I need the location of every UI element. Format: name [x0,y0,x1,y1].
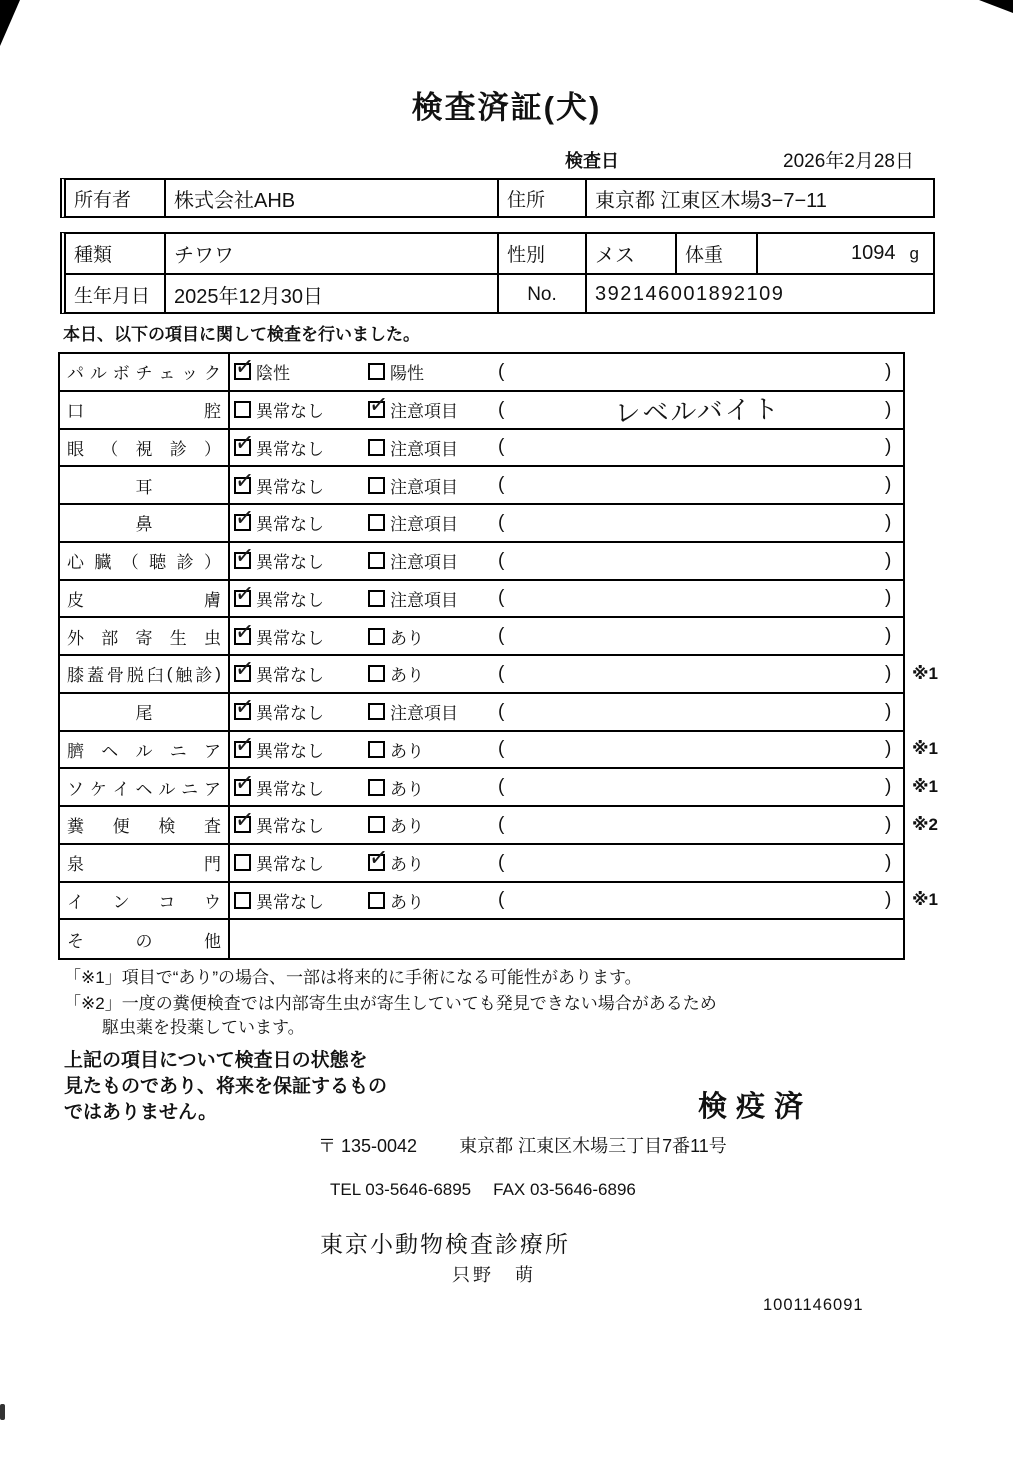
clinic-name: 東京小動物検査診療所 [320,1231,570,1257]
option-label: 注意項目 [390,402,458,422]
paren-open: ( [498,587,505,609]
checkbox-no-abnormality [234,779,251,796]
checkbox-present [368,854,385,871]
option-label: あり [390,779,424,799]
option-label: あり [390,628,424,648]
paren-close: ) [885,360,892,382]
checkbox-no-abnormality [234,590,251,607]
option-label: 異常なし [256,779,324,799]
checkbox-negative [234,363,251,380]
no-value: 392146001892109 [595,283,785,305]
checkbox-no-abnormality [234,854,251,871]
paren-close: ) [885,398,892,420]
paren-close: ) [885,436,892,458]
option-label: 異常なし [256,704,324,724]
paren-open: ( [498,625,505,647]
checklist-row-inguinal-hernia [60,769,938,807]
checklist-row-external-parasites [60,618,903,656]
item-label: 皮 膚 [60,581,230,617]
option-label: 異常なし [256,402,324,422]
checkbox-no-abnormality [234,401,251,418]
paren-close: ) [885,851,892,873]
item-label: 眼 （ 視 診 ） [60,430,230,466]
paren-open: ( [498,360,505,382]
checklist-table [58,352,938,960]
disclaimer-line: 見たものであり、将来を保証するもの [64,1076,388,1097]
handwritten-note [525,538,871,583]
owner-value: 株式会社AHB [166,180,499,216]
weight-value: 1094 [851,242,896,264]
checkbox-present [368,628,385,645]
paren-open: ( [498,474,505,496]
checkbox-caution [368,401,385,418]
address-label: 住所 [499,180,587,216]
address-value: 東京都 江東区木場3−7−11 [595,189,827,212]
option-label: あり [390,892,424,912]
item-label: 泉 門 [60,845,230,881]
checkbox-caution [368,703,385,720]
paren-close: ) [885,474,892,496]
intro-text: 本日、以下の項目に関して検査を行いました。 [63,325,420,344]
item-label: 鼻 [60,505,230,541]
inspection-date-value: 2026年2月28日 [783,151,914,172]
checkbox-caution [368,514,385,531]
option-label: あり [390,855,424,875]
checkbox-present [368,816,385,833]
item-label: 口 腔 [60,392,230,428]
paren-close: ) [885,549,892,571]
serial-number: 1001146091 [763,1296,864,1314]
owner-label: 所有者 [66,180,166,216]
checklist-row-nose [60,505,903,543]
option-label: 注意項目 [390,590,458,610]
fax-number: FAX 03-5646-6896 [493,1180,636,1199]
paren-open: ( [498,662,505,684]
handwritten-note [525,463,871,508]
option-label: 異常なし [256,439,324,459]
checklist-row-umbilical-hernia [60,732,938,770]
disclaimer-line: ではありません。 [64,1102,218,1123]
checkbox-no-abnormality [234,477,251,494]
option-label: 注意項目 [390,704,458,724]
breed-value: チワワ [166,234,499,273]
option-label: 異常なし [256,817,324,837]
checkbox-present [368,892,385,909]
checkbox-present [368,741,385,758]
paren-open: ( [498,700,505,722]
checklist-row-heart [60,543,903,581]
option-label: 陽性 [390,364,424,384]
item-label: ソ ケ イ ヘ ル ニ ア [60,769,230,805]
option-label: 注意項目 [390,553,458,573]
handwritten-note [525,689,871,734]
option-label: 異常なし [256,741,324,761]
option-label: 異常なし [256,666,324,686]
handwritten-note [525,765,871,810]
weight-value-cell [758,234,933,273]
paren-open: ( [498,549,505,571]
paren-open: ( [498,511,505,533]
option-label: 注意項目 [390,477,458,497]
checklist-row-patella [60,656,938,694]
item-label: パ ル ボ チ ェ ッ ク [60,354,230,390]
item-label: 臍 ヘ ル ニ ア [60,732,230,768]
scan-corner-mark [979,0,1013,13]
checkbox-no-abnormality [234,628,251,645]
option-label: あり [390,666,424,686]
item-label: 尾 [60,694,230,730]
paren-close: ) [885,662,892,684]
handwritten-note [525,878,871,923]
checkbox-no-abnormality [234,514,251,531]
checkbox-no-abnormality [234,665,251,682]
tel-number: TEL 03-5646-6895 [330,1180,472,1199]
item-label: そ の 他 [60,920,230,958]
sex-value: メス [587,234,677,273]
handwritten-note [525,802,871,847]
no-label: No. [499,275,587,314]
row-mark: ※1 [912,777,938,797]
checklist-row-ears [60,467,903,505]
paren-close: ) [885,738,892,760]
disclaimer-text [64,1048,387,1126]
row-mark: ※1 [912,739,938,759]
paren-open: ( [498,738,505,760]
examiner-name: 只野 萌 [452,1265,536,1285]
weight-unit: g [909,243,919,263]
footnote-1: 「※1」項目で“あり”の場合、一部は将来的に手術になる可能性があります。 [64,968,642,987]
checkbox-present [368,779,385,796]
checkbox-caution [368,439,385,456]
birth-value: 2025年12月30日 [166,275,499,314]
checklist-row-tail [60,694,903,732]
footnote-2-line2: 駆虫薬を投薬しています。 [102,1018,305,1037]
handwritten-note [525,651,871,696]
option-label: あり [390,741,424,761]
sex-label: 性別 [499,234,587,273]
option-label: あり [390,817,424,837]
postal-address-row [318,1132,727,1158]
option-label: 異常なし [256,590,324,610]
checkbox-present [368,665,385,682]
option-label: 異常なし [256,628,324,648]
checklist-row-mouth [60,392,903,430]
paren-open: ( [498,813,505,835]
paren-close: ) [885,889,892,911]
paren-close: ) [885,813,892,835]
handwritten-note [525,840,871,885]
row-mark: ※1 [912,663,938,683]
checkbox-caution [368,590,385,607]
checkbox-caution [368,477,385,494]
option-label: 異常なし [256,855,324,875]
paren-open: ( [498,776,505,798]
paren-open: ( [498,398,505,420]
option-label: 異常なし [256,553,324,573]
checkbox-no-abnormality [234,552,251,569]
paren-open: ( [498,889,505,911]
animal-table [60,232,935,314]
option-label: 異常なし [256,892,324,912]
checklist-row-other [60,920,903,958]
scan-corner-mark [0,0,20,46]
footnote-2-line1: 「※2」一度の糞便検査では内部寄生虫が寄生していても発見できない場合があるため [64,994,717,1013]
paren-close: ) [885,587,892,609]
postal-code: 〒 135-0042 [318,1136,418,1156]
disclaimer-line: 上記の項目について検査日の状態を [64,1050,368,1071]
option-label: 異常なし [256,477,324,497]
breed-label: 種類 [66,234,166,273]
birth-label: 生年月日 [66,275,166,314]
weight-label: 体重 [677,234,758,273]
scan-edge-mark [0,1404,5,1420]
item-label: 心 臓 （ 聴 診 ） [60,543,230,579]
item-label: 糞 便 検 査 [60,807,230,843]
quarantine-passed-stamp: 検疫済 [698,1091,813,1123]
checklist-row-skin [60,581,903,619]
item-label: 外 部 寄 生 虫 [60,618,230,654]
row-mark: ※2 [912,814,938,834]
paren-close: ) [885,776,892,798]
paren-open: ( [498,436,505,458]
clinic-address: 東京都 江東区木場三丁目7番11号 [459,1136,727,1156]
row-mark: ※1 [912,890,938,910]
handwritten-note [525,500,871,545]
option-label: 注意項目 [390,515,458,535]
owner-table [60,178,935,218]
tel-fax-row [330,1180,636,1200]
checkbox-no-abnormality [234,439,251,456]
item-label: 膝 蓋 骨 脱 臼 ( 触 診 ) [60,656,230,692]
handwritten-note [525,614,871,659]
page-title: 検査済証(犬) [411,90,602,125]
checklist-row-fecal-exam [60,807,938,845]
paren-open: ( [498,851,505,873]
option-label: 異常なし [256,515,324,535]
paren-close: ) [885,625,892,647]
option-label: 陰性 [256,364,290,384]
checkbox-caution [368,552,385,569]
checklist-row-eyes [60,430,903,468]
paren-close: ) [885,511,892,533]
checkbox-no-abnormality [234,741,251,758]
checklist-row-parvo [60,354,903,392]
checklist-row-fontanelle [60,845,903,883]
inspection-date-label: 検査日 [565,151,619,171]
checkbox-no-abnormality [234,816,251,833]
paren-close: ) [885,700,892,722]
checkbox-positive [368,363,385,380]
item-label: 耳 [60,467,230,503]
checkbox-no-abnormality [234,892,251,909]
checklist-row-inkou [60,883,938,921]
option-label: 注意項目 [390,439,458,459]
handwritten-note [525,349,871,394]
checkbox-no-abnormality [234,703,251,720]
handwritten-note: レベルバイト [614,393,781,429]
item-label: イ ン コ ウ [60,883,230,919]
